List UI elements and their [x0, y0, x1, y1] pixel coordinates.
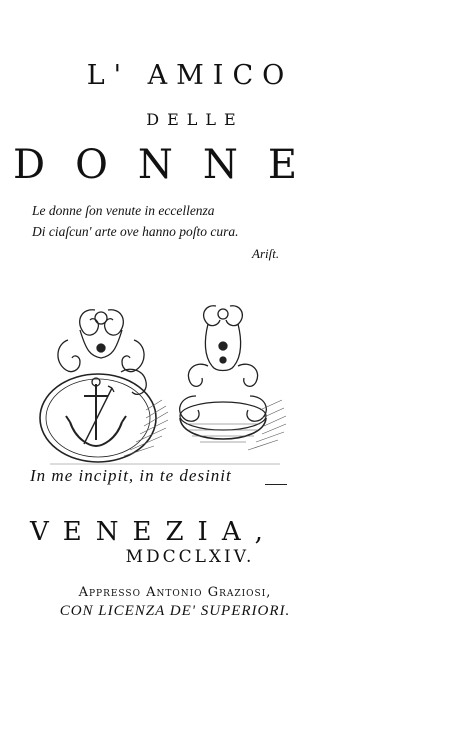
- emblem-motto: In me incipit, in te desinit: [30, 466, 232, 485]
- imprint-city: VENEZIA,: [30, 517, 277, 547]
- emblem-illustration: [20, 300, 290, 470]
- right-seal-icon: [180, 306, 267, 439]
- imprint-year: MDCCLXIV.: [125, 547, 255, 567]
- imprint-publisher: Appresso Antonio Graziosi,: [78, 585, 272, 600]
- title-line-2: DELLE: [146, 110, 244, 129]
- title-line-1: L' AMICO: [86, 60, 294, 91]
- imprint-license: CON LICENZA DE' SUPERIORI.: [59, 603, 291, 619]
- epigraph-attribution: Ariſt.: [252, 246, 280, 261]
- epigraph: [32, 200, 312, 242]
- title-line-3: DONNE: [13, 142, 328, 188]
- left-seal-icon: [40, 310, 156, 462]
- motto-rule: [265, 484, 287, 485]
- epigraph-line-2: Di ciaſcun' arte ove hanno poſto cura.: [32, 224, 239, 239]
- epigraph-line-1: Le donne ſon venute in eccellenza: [32, 203, 215, 218]
